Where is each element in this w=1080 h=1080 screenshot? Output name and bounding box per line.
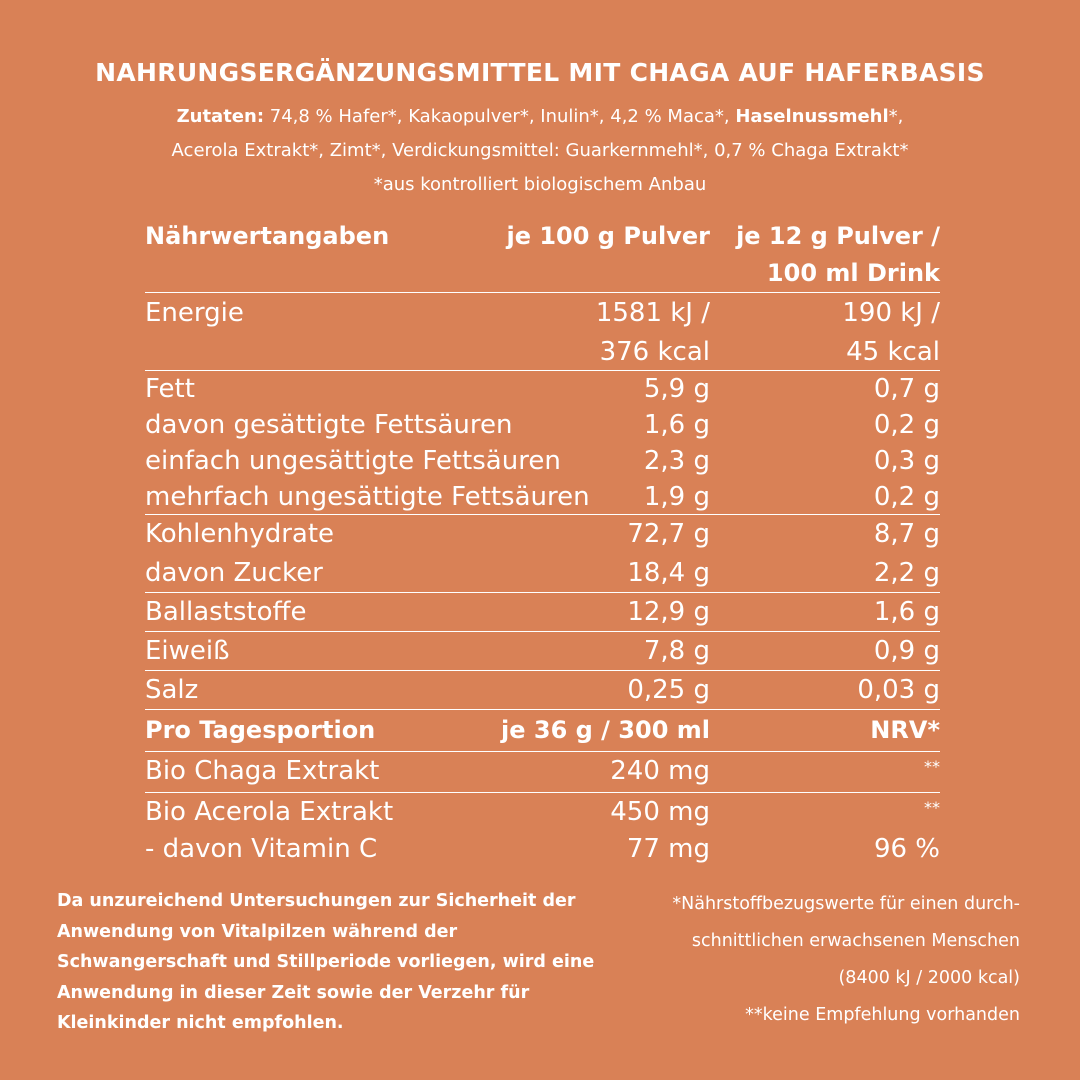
acerola-nrv: ** (924, 798, 940, 817)
acerola-amount: 450 mg (610, 797, 710, 827)
table-row (145, 830, 940, 869)
saturated-fat-col-serving: 0,2 g (873, 410, 940, 440)
table-row-salt (145, 670, 940, 709)
saturated-fat-label: davon gesättigte Fettsäuren (145, 410, 513, 440)
poly-fat-col-100g: 1,9 g (643, 482, 710, 512)
energy-kcal-100g: 376 kcal (599, 337, 710, 367)
acerola-label: Bio Acerola Extrakt (145, 797, 394, 827)
daily-portion-col-1: je 36 g / 300 ml (501, 716, 710, 744)
sugar-col-100g: 18,4 g (627, 558, 710, 588)
carbs-label: Kohlenhydrate (145, 519, 335, 549)
energy-col-serving (842, 294, 940, 372)
table-row-chaga (145, 751, 940, 792)
footnote-nrv-line-3: (8400 kJ / 2000 kcal) (838, 968, 1020, 988)
poly-fat-label: mehrfach ungesättigte Fettsäuren (145, 482, 590, 512)
header-label: Nährwertangaben (145, 222, 390, 250)
table-row (145, 443, 940, 479)
table-row-energy (145, 292, 940, 370)
ingredients-bold-item: Haselnussmehl (735, 106, 889, 127)
daily-portion-nrv: NRV* (870, 716, 940, 744)
energy-kj-100g: 1581 kJ / (595, 298, 710, 328)
energy-col-100g (596, 294, 710, 372)
sugar-label: davon Zucker (145, 558, 323, 588)
table-row-fiber (145, 592, 940, 631)
ingredients-label: Zutaten: (176, 106, 265, 127)
footnote-no-recommendation: **keine Empfehlung vorhanden (745, 1005, 1020, 1025)
salt-col-100g: 0,25 g (627, 675, 710, 705)
table-header-row (145, 218, 940, 292)
fat-label: Fett (145, 374, 195, 404)
table-row (145, 479, 940, 515)
protein-col-100g: 7,8 g (643, 636, 710, 666)
fiber-col-serving: 1,6 g (873, 597, 940, 627)
energy-label: Energie (145, 298, 244, 328)
fiber-label: Ballaststoffe (145, 597, 307, 627)
ingredients-line-2: Acerola Extrakt*, Zimt*, Verdickungsmittel: Guarkernmehl*, 0,7 % Chaga Extrakt* (171, 140, 909, 161)
vitamin-c-amount: 77 mg (626, 834, 710, 864)
table-group-acerola (145, 792, 940, 870)
chaga-label: Bio Chaga Extrakt (145, 756, 380, 786)
fat-col-serving: 0,7 g (873, 374, 940, 404)
mono-fat-label: einfach ungesättigte Fettsäuren (145, 446, 561, 476)
table-row (145, 793, 940, 830)
energy-kj-serving: 190 kJ / (842, 298, 940, 328)
ingredients-organic-note: *aus kontrolliert biologischem Anbau (373, 174, 707, 195)
ingredients-text-2: *, (888, 106, 904, 127)
header-col-100g: je 100 g Pulver (506, 222, 710, 250)
pregnancy-warning: Da unzureichend Untersuchungen zur Sicherheit der Anwendung von Vitalpilzen während der Schwangerschaft und Stillperiode vorliegen, wird eine Anwendung in dieser Zeit sowie der Verzehr für Kleinkinder nicht empfohlen. (57, 891, 595, 1033)
salt-label: Salz (145, 675, 199, 705)
chaga-nrv: ** (924, 757, 940, 776)
saturated-fat-col-100g: 1,6 g (643, 410, 710, 440)
salt-col-serving: 0,03 g (857, 675, 940, 705)
sugar-col-serving: 2,2 g (873, 558, 940, 588)
table-row (145, 554, 940, 593)
footnotes (580, 886, 1020, 1034)
footnote-nrv-line-2: schnittlichen erwachsenen Menschen (691, 931, 1020, 951)
table-row (145, 407, 940, 443)
fiber-col-100g: 12,9 g (627, 597, 710, 627)
table-group-carbs (145, 514, 940, 592)
table-row-daily-header (145, 709, 940, 751)
ingredients-block (60, 100, 1020, 202)
mono-fat-col-serving: 0,3 g (873, 446, 940, 476)
table-row (145, 515, 940, 554)
mono-fat-col-100g: 2,3 g (643, 446, 710, 476)
poly-fat-col-serving: 0,2 g (873, 482, 940, 512)
footnote-nrv-line-1: *Nährstoffbezugswerte für einen durch- (672, 894, 1020, 914)
carbs-col-100g: 72,7 g (627, 519, 710, 549)
daily-portion-label: Pro Tagesportion (145, 716, 376, 744)
ingredients-text-1: 74,8 % Hafer*, Kakaopulver*, Inulin*, 4,2 % Maca*, (264, 106, 736, 127)
table-row-protein (145, 631, 940, 670)
vitamin-c-nrv: 96 % (873, 834, 940, 864)
protein-col-serving: 0,9 g (873, 636, 940, 666)
energy-kcal-serving: 45 kcal (846, 337, 940, 367)
nutrition-table (145, 218, 940, 870)
header-col-serving (736, 218, 940, 292)
table-group-fat (145, 370, 940, 514)
header-col-serving-line-1: je 12 g Pulver / (736, 222, 940, 250)
fat-col-100g: 5,9 g (643, 374, 710, 404)
header-col-serving-line-2: 100 ml Drink (766, 259, 940, 287)
chaga-amount: 240 mg (610, 756, 710, 786)
protein-label: Eiweiß (145, 636, 230, 666)
carbs-col-serving: 8,7 g (873, 519, 940, 549)
ingredients-line-1 (60, 100, 1020, 134)
vitamin-c-label: - davon Vitamin C (145, 834, 378, 864)
table-row (145, 371, 940, 407)
product-title: NAHRUNGSERGÄNZUNGSMITTEL MIT CHAGA AUF HAFERBASIS (95, 58, 985, 87)
